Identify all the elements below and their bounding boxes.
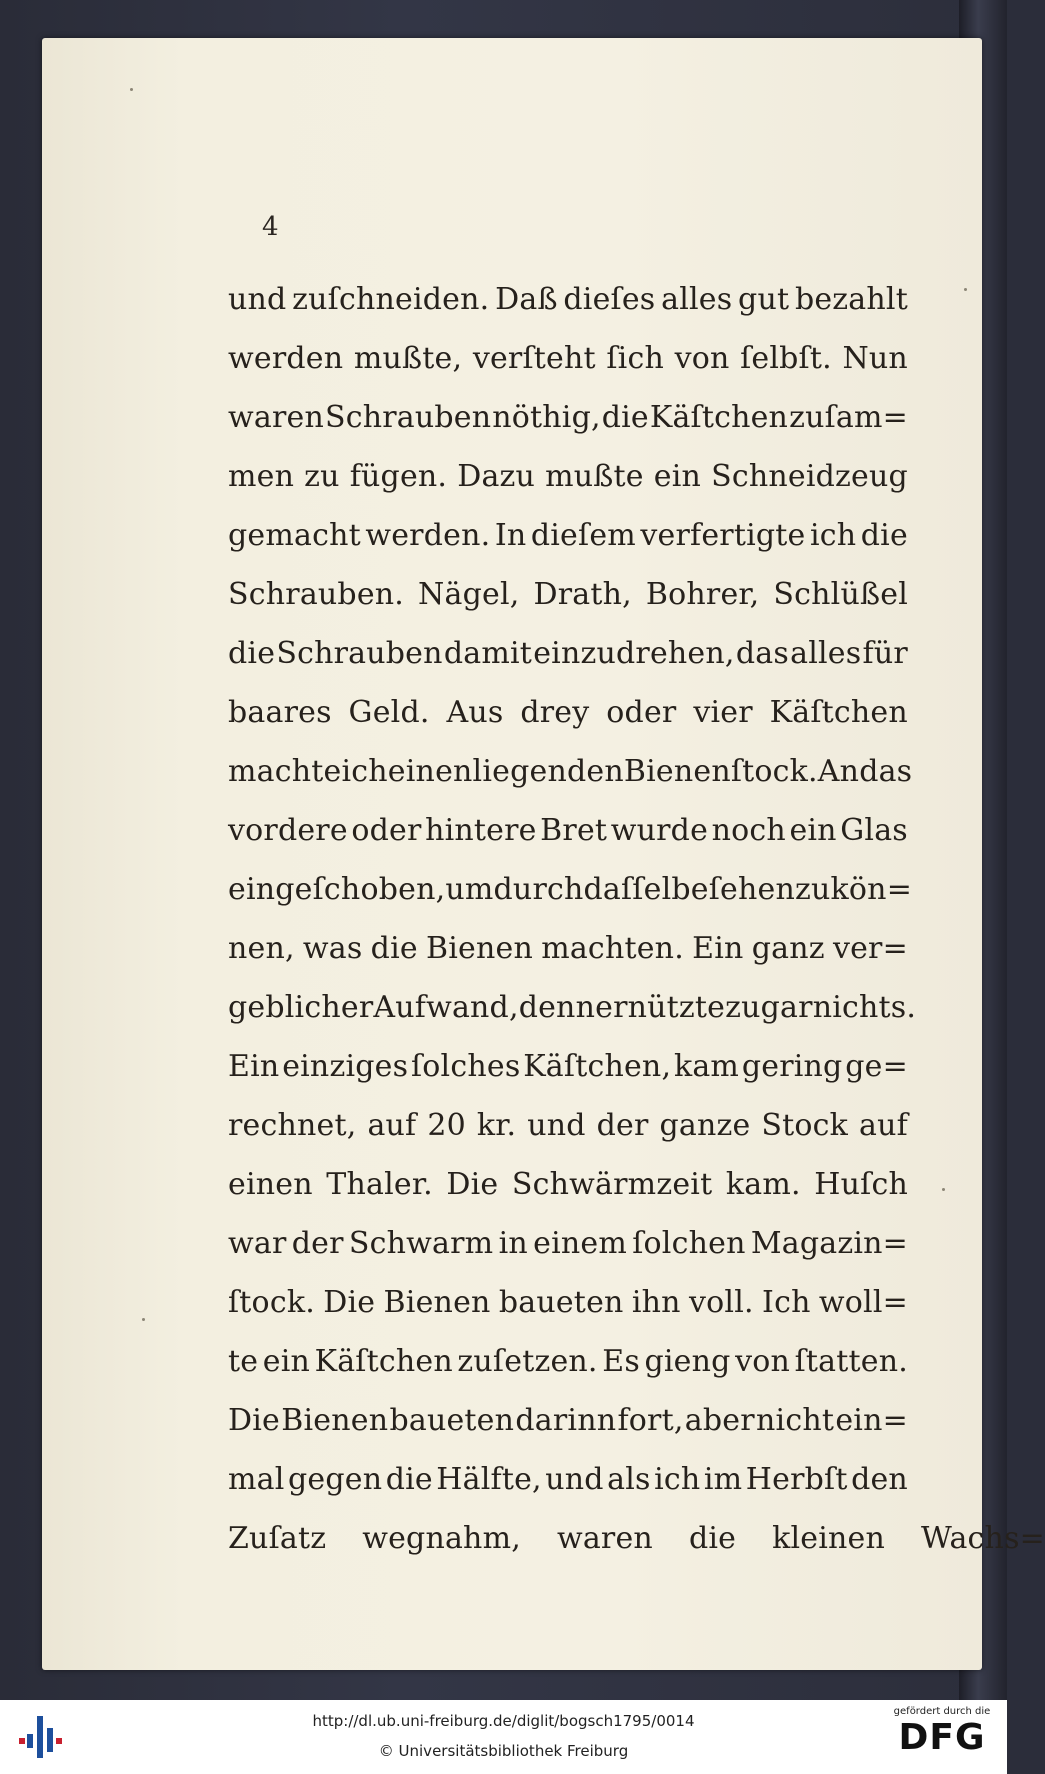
word: ſelbſt.	[740, 341, 832, 376]
word: gar	[760, 990, 813, 1025]
word: Käſtchen	[649, 400, 789, 435]
word: vordere	[228, 813, 348, 848]
word: Schlüßel	[773, 577, 908, 612]
text-line	[228, 376, 908, 435]
word: der	[596, 1108, 649, 1143]
word: machten.	[541, 931, 684, 966]
word: einziges	[282, 1049, 409, 1084]
word: ſolches	[410, 1049, 521, 1084]
word: gieng	[644, 1344, 731, 1379]
word: nichts.	[812, 990, 917, 1025]
word: waren	[228, 400, 324, 435]
word: ich	[341, 754, 388, 789]
word: Bret	[540, 813, 608, 848]
text-line	[228, 1202, 908, 1261]
word: fügen.	[349, 459, 448, 494]
word: zuſetzen.	[457, 1344, 598, 1379]
word: ſtatten.	[794, 1344, 908, 1379]
word: war	[228, 1226, 287, 1261]
word: das	[859, 754, 913, 789]
word: hintere	[425, 813, 537, 848]
word: durch	[493, 872, 584, 907]
word: Bienen	[281, 1403, 389, 1438]
word: Stock	[761, 1108, 849, 1143]
permalink-url[interactable]: http://dl.ub.uni-freiburg.de/diglit/bogsch1795/0014	[312, 1712, 695, 1730]
word: Ich	[762, 1285, 811, 1320]
word: mal	[228, 1462, 285, 1497]
word: waren	[556, 1521, 653, 1556]
word: Dazu	[457, 459, 536, 494]
word: dieſem	[530, 518, 636, 553]
word: Käſtchen,	[523, 1049, 672, 1084]
word: von	[735, 1344, 791, 1379]
text-line	[228, 1497, 1045, 1556]
word: Bohrer,	[645, 577, 760, 612]
word: Aufwand,	[373, 990, 519, 1025]
word: Schwarm	[348, 1226, 494, 1261]
word: zuſchneiden.	[292, 282, 490, 317]
word: ſehen	[708, 872, 795, 907]
word: zu	[795, 872, 831, 907]
word: was	[302, 931, 363, 966]
word: kam.	[725, 1167, 801, 1202]
text-line	[228, 907, 908, 966]
word: ich	[654, 1462, 701, 1497]
word: gegen	[287, 1462, 383, 1497]
text-line	[228, 671, 908, 730]
text-line	[228, 1379, 908, 1438]
word: im	[703, 1462, 743, 1497]
word: Bienenſtock.	[623, 754, 818, 789]
word: woll=	[818, 1285, 908, 1320]
word: wurde	[610, 813, 709, 848]
word: damit	[443, 636, 533, 671]
word: auf	[367, 1108, 417, 1143]
word: Bienen	[426, 931, 534, 966]
word: Huſch	[814, 1167, 908, 1202]
word: die	[370, 931, 418, 966]
dfg-caption: gefördert durch die	[893, 1706, 991, 1717]
word: ſolchen	[632, 1226, 746, 1261]
word: In	[494, 518, 527, 553]
word: noch	[711, 813, 786, 848]
word: gemacht	[228, 518, 361, 553]
word: Schneidzeug	[711, 459, 908, 494]
word: Glas	[840, 813, 908, 848]
word: nen,	[228, 931, 295, 966]
dfg-logo-text: DFG	[898, 1717, 986, 1758]
word: den	[851, 1462, 908, 1497]
text-line	[228, 258, 908, 317]
word: einem	[533, 1226, 627, 1261]
word: kön=	[830, 872, 913, 907]
text-line	[228, 612, 908, 671]
word: 20	[427, 1108, 466, 1143]
word: fort,	[617, 1403, 684, 1438]
word: voll.	[688, 1285, 754, 1320]
text-line	[228, 1320, 908, 1379]
word: aber	[684, 1403, 755, 1438]
word: mußte,	[353, 341, 463, 376]
word: und	[527, 1108, 586, 1143]
word: Bienen	[383, 1285, 491, 1320]
word: oder	[351, 813, 422, 848]
word: und	[228, 282, 287, 317]
word: von	[674, 341, 730, 376]
word: gering	[741, 1049, 843, 1084]
word: machte	[228, 754, 342, 789]
text-line	[228, 553, 908, 612]
word: denn	[518, 990, 596, 1025]
word: alles	[790, 636, 862, 671]
word: mußte	[545, 459, 644, 494]
text-line	[228, 730, 913, 789]
word: nicht	[756, 1403, 835, 1438]
paper-speck	[130, 88, 133, 91]
word: alles	[661, 282, 733, 317]
word: Schwärmzeit	[511, 1167, 713, 1202]
word: die	[860, 518, 908, 553]
word: werden	[228, 341, 344, 376]
word: der	[291, 1226, 344, 1261]
word: rechnet,	[228, 1108, 357, 1143]
word: Käſtchen	[769, 695, 908, 730]
word: er	[595, 990, 628, 1025]
word: geblicher	[228, 990, 374, 1025]
word: daſſelbe	[583, 872, 709, 907]
word: einzudrehen,	[533, 636, 735, 671]
word: liegenden	[472, 754, 624, 789]
word: auf	[859, 1108, 908, 1143]
word: Drath,	[533, 577, 632, 612]
word: kr.	[476, 1108, 517, 1143]
word: baueten	[389, 1403, 515, 1438]
word: Magazin=	[750, 1226, 908, 1261]
word: baares	[228, 695, 332, 730]
word: nützte	[627, 990, 726, 1025]
word: nöthig,	[492, 400, 601, 435]
word: eingeſchoben,	[228, 872, 446, 907]
word: Es	[602, 1344, 640, 1379]
word: ein=	[835, 1403, 908, 1438]
word: verfertigte	[640, 518, 806, 553]
word: drey	[520, 695, 590, 730]
word: als	[607, 1462, 651, 1497]
word: zu	[725, 990, 761, 1025]
word: bezahlt	[794, 282, 908, 317]
word: um	[445, 872, 494, 907]
paper-speck	[964, 288, 967, 291]
word: ge=	[845, 1049, 908, 1084]
word: Herbſt	[745, 1462, 848, 1497]
word: Schrauben	[324, 400, 492, 435]
paper-speck	[142, 1318, 145, 1321]
word: Geld.	[348, 695, 430, 730]
word: kam	[673, 1049, 740, 1084]
word: einen	[228, 1167, 313, 1202]
text-line	[228, 494, 908, 553]
word: Die	[323, 1285, 376, 1320]
text-line	[228, 1084, 908, 1143]
word: Wachs=	[921, 1521, 1045, 1556]
word: Nägel,	[418, 577, 520, 612]
word: dieſes	[563, 282, 656, 317]
word: An	[817, 754, 860, 789]
word: men	[228, 459, 295, 494]
word: Aus	[446, 695, 504, 730]
word: ein	[789, 813, 837, 848]
word: ein	[262, 1344, 311, 1379]
word: Schrauben.	[228, 577, 405, 612]
body-text	[228, 258, 1045, 1556]
word: ganze	[659, 1108, 751, 1143]
word: ihn	[631, 1285, 681, 1320]
word: Schrauben	[276, 636, 443, 671]
word: Nun	[842, 341, 908, 376]
word: wegnahm,	[362, 1521, 521, 1556]
word: gut	[738, 282, 790, 317]
word: te	[228, 1344, 259, 1379]
word: Die	[228, 1403, 281, 1438]
word: Die	[446, 1167, 499, 1202]
word: werden.	[365, 518, 491, 553]
word: verſteht	[472, 341, 596, 376]
footer-bar	[0, 1700, 1007, 1774]
word: ein	[653, 459, 702, 494]
text-line	[228, 1438, 908, 1497]
word: zuſam=	[789, 400, 908, 435]
word: darinn	[515, 1403, 617, 1438]
word: ſtock.	[228, 1285, 315, 1320]
word: ver=	[832, 931, 908, 966]
page-number: 4	[262, 212, 279, 242]
word: die	[601, 400, 649, 435]
paper-speck	[942, 1188, 945, 1191]
word: Thaler.	[326, 1167, 433, 1202]
text-line	[228, 966, 917, 1025]
text-line	[228, 1261, 908, 1320]
text-line	[228, 435, 908, 494]
dfg-funding-logo	[887, 1706, 997, 1758]
word: oder	[606, 695, 677, 730]
word: und	[545, 1462, 604, 1497]
word: baueten	[498, 1285, 624, 1320]
word: ganz	[751, 931, 825, 966]
word: Daß	[495, 282, 558, 317]
word: Ein	[228, 1049, 280, 1084]
text-line	[228, 1025, 908, 1084]
word: ich	[809, 518, 857, 553]
word: Zuſatz	[228, 1521, 327, 1556]
word: die	[228, 636, 276, 671]
copyright-notice: © Universitätsbibliothek Freiburg	[378, 1742, 629, 1760]
word: vier	[693, 695, 753, 730]
word: einen	[387, 754, 473, 789]
word: die	[385, 1462, 433, 1497]
text-line	[228, 1143, 908, 1202]
text-line	[228, 848, 913, 907]
word: ſich	[606, 341, 664, 376]
word: Ein	[692, 931, 744, 966]
text-line	[228, 317, 908, 376]
word: in	[498, 1226, 528, 1261]
word: Käſtchen	[314, 1344, 453, 1379]
word: das	[735, 636, 789, 671]
word: Hälfte,	[436, 1462, 542, 1497]
word: für	[862, 636, 908, 671]
word: kleinen	[772, 1521, 886, 1556]
word: die	[688, 1521, 737, 1556]
text-line	[228, 789, 908, 848]
word: zu	[304, 459, 340, 494]
